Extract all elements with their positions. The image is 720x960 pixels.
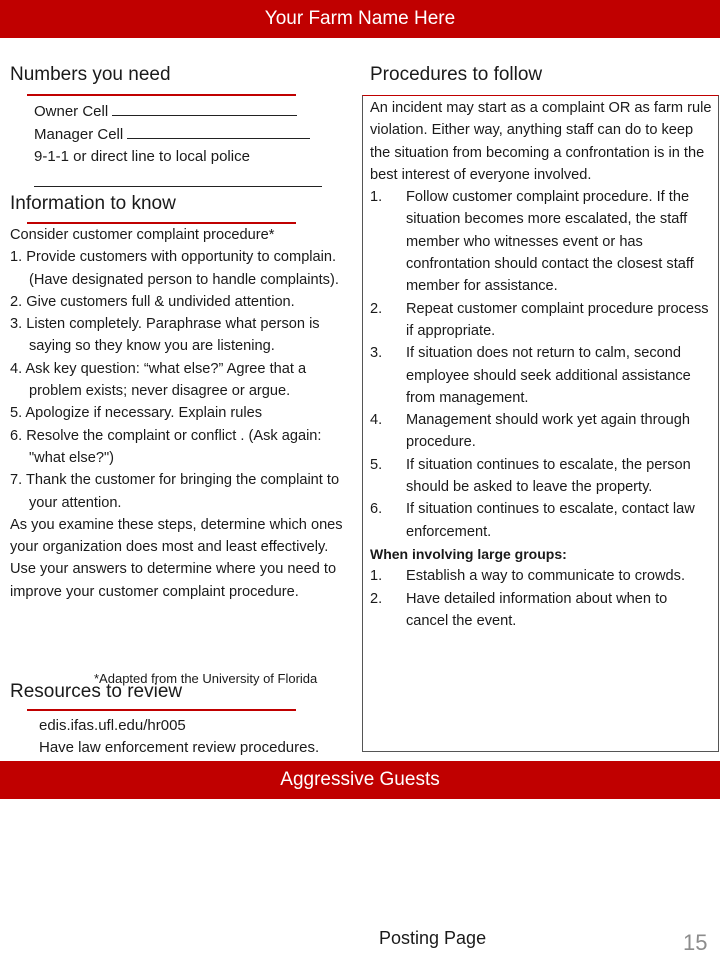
step-text: Follow customer complaint procedure. If the situation becomes more escalated, the staff member who witnesses event or has confrontation should contact the closest staff member for assistance.	[406, 189, 694, 295]
step-number: 3.	[370, 345, 383, 362]
numbers-rule	[27, 94, 296, 96]
fill-blank[interactable]	[34, 186, 322, 187]
list-item: 7. Thank the customer for bringing the complaint to your attention.	[10, 472, 340, 511]
group-steps	[370, 565, 712, 632]
numbers-heading: Numbers you need	[10, 64, 171, 85]
list-item: 2. Give customers full & undivided attention.	[10, 293, 295, 310]
resources-list	[39, 715, 319, 759]
info-heading: Information to know	[10, 193, 176, 214]
list-item: 4. Ask key question: “what else?” Agree that a problem exists; never disagree or argue.	[10, 360, 307, 400]
list-item	[370, 498, 712, 543]
resource-item: Have law enforcement review procedures.	[39, 739, 320, 756]
step-number: 4.	[370, 412, 383, 429]
step-number: 1.	[370, 568, 383, 585]
list-item: 1. Provide customers with opportunity to complain. (Have designated person to handle complaints).	[10, 249, 339, 288]
resources-rule	[27, 709, 296, 711]
step-text: Have detailed information about when to cancel the event.	[406, 590, 668, 629]
number-label: Owner Cell	[34, 103, 109, 120]
step-number: 5.	[370, 456, 383, 473]
top-banner: Your Farm Name Here	[0, 0, 720, 38]
posting-page-label: Posting Page	[379, 928, 487, 948]
info-closing: As you examine these steps, determine which ones your organization does most and least effectively. Use your answers to determine where you need to improve your customer complaint procedure.	[10, 516, 343, 600]
number-label: Manager Cell	[34, 125, 124, 143]
step-number: 6.	[370, 501, 383, 518]
numbers-list	[34, 101, 310, 169]
procedures-intro: An incident may start as a complaint OR as farm rule violation. Either way, anything staff can do to keep the situation from becoming a confrontation is in the best interest of everyone involved.	[370, 100, 712, 183]
list-item	[370, 588, 712, 633]
info-intro: Consider customer complaint procedure*	[10, 227, 275, 243]
step-text: If situation continues to escalate, contact law enforcement.	[406, 501, 695, 540]
step-number: 1.	[370, 189, 383, 206]
step-text: Repeat customer complaint procedure process if appropriate.	[406, 300, 709, 339]
list-item	[370, 409, 712, 454]
fill-blank[interactable]	[127, 124, 310, 139]
page-number: 15	[683, 930, 708, 955]
info-steps	[10, 246, 355, 514]
list-item: 3. Listen completely. Paraphrase what person is saying so they know you are listening.	[10, 316, 320, 355]
step-text: Establish a way to communicate to crowds.	[406, 568, 686, 585]
list-item	[370, 298, 712, 343]
list-item	[370, 186, 712, 297]
procedures-heading: Procedures to follow	[370, 64, 543, 85]
list-item	[370, 342, 712, 409]
info-body	[10, 224, 355, 603]
credit-note: *Adapted from the University of Florida	[94, 671, 318, 686]
number-line-owner	[34, 101, 310, 124]
list-item	[370, 454, 712, 499]
step-number: 2.	[370, 300, 383, 317]
groups-subheading: When involving large groups:	[370, 545, 567, 562]
step-text: If situation does not return to calm, second employee should seek additional assistance from management.	[406, 345, 691, 406]
step-text: If situation continues to escalate, the person should be asked to leave the property.	[406, 456, 691, 496]
bottom-banner: Aggressive Guests	[0, 761, 720, 799]
step-text: Management should work yet again through procedure.	[406, 412, 690, 451]
fill-blank[interactable]	[112, 101, 297, 116]
resources-heading: Resources to review	[10, 681, 183, 702]
list-item	[370, 565, 712, 587]
procedures-body	[370, 97, 712, 632]
procedures-steps	[370, 186, 712, 543]
resource-link[interactable]: edis.ifas.ufl.edu/hr005	[39, 717, 186, 734]
list-item: 5. Apologize if necessary. Explain rules	[10, 405, 263, 422]
number-label: 9-1-1 or direct line to local police	[34, 148, 250, 165]
list-item: 6. Resolve the complaint or conflict . (Ask again: "what else?")	[10, 427, 322, 466]
number-line-manager	[34, 124, 310, 147]
step-number: 2.	[370, 590, 383, 607]
number-line-police	[34, 146, 310, 169]
